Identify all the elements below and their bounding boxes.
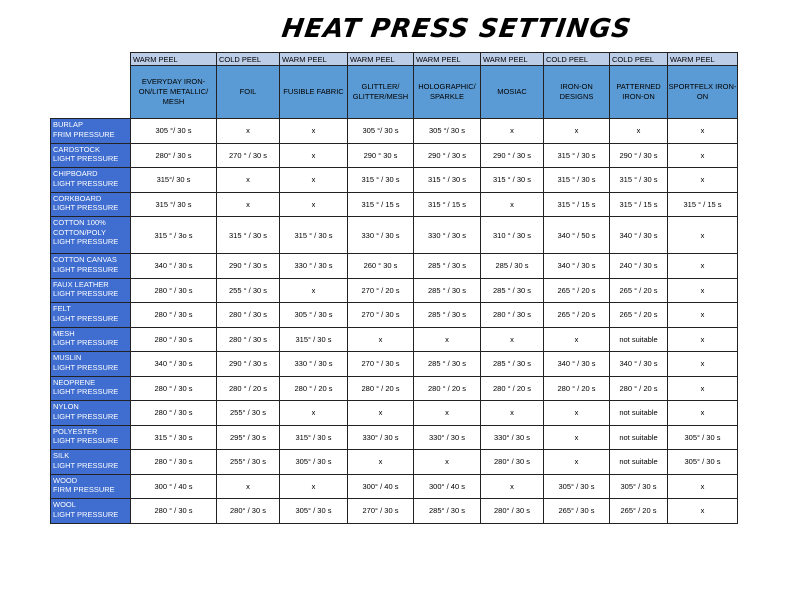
- setting-cell: 330 ° / 30 s: [348, 217, 414, 254]
- setting-cell: x: [217, 168, 280, 193]
- corner-blank: [51, 53, 131, 66]
- table-row: [51, 327, 738, 352]
- table-row: [51, 278, 738, 303]
- iron-on-type-header: FOIL: [217, 66, 280, 119]
- peel-type-header: COLD PEEL: [217, 53, 280, 66]
- setting-cell: 285 ° / 30 s: [414, 352, 481, 377]
- material-label: MESH: [53, 328, 75, 338]
- peel-type-header: COLD PEEL: [610, 53, 668, 66]
- setting-cell: x: [280, 474, 348, 499]
- setting-cell: 255° / 30 s: [217, 401, 280, 426]
- setting-cell: 290 ° / 30 s: [414, 143, 481, 168]
- setting-cell: 340 ° / 30 s: [610, 217, 668, 254]
- material-label: POLYESTER: [53, 426, 98, 436]
- setting-cell: 280 ° / 30 s: [131, 278, 217, 303]
- table-row: [51, 352, 738, 377]
- material-row-header: [51, 143, 131, 168]
- material-row-header: [51, 168, 131, 193]
- setting-cell: x: [348, 327, 414, 352]
- material-row-header: [51, 376, 131, 401]
- pressure-label: LIGHT PRESSURE: [53, 178, 119, 188]
- iron-on-type-header: IRON-ON DESIGNS: [544, 66, 610, 119]
- setting-cell: 315° / 30 s: [280, 327, 348, 352]
- setting-cell: 315 ° / 30 s: [131, 425, 217, 450]
- setting-cell: x: [668, 168, 738, 193]
- setting-cell: 315°/ 30 s: [131, 168, 217, 193]
- material-label: CHIPBOARD: [53, 169, 98, 178]
- setting-cell: 315 ° / 3o s: [131, 217, 217, 254]
- table-row: [51, 499, 738, 524]
- setting-cell: x: [544, 327, 610, 352]
- table-row: [51, 143, 738, 168]
- material-row-header: [51, 254, 131, 279]
- setting-cell: x: [668, 143, 738, 168]
- setting-cell: x: [280, 119, 348, 144]
- material-row-header: [51, 278, 131, 303]
- setting-cell: 315 ° / 15 s: [668, 192, 738, 217]
- setting-cell: 340 ° / 50 s: [544, 217, 610, 254]
- peel-header-row: [51, 53, 738, 66]
- material-label: WOOL: [53, 500, 76, 509]
- setting-cell: 315 ° / 15 s: [544, 192, 610, 217]
- table-row: [51, 217, 738, 254]
- setting-cell: x: [280, 143, 348, 168]
- setting-cell: x: [280, 168, 348, 193]
- setting-cell: 300° / 40 s: [414, 474, 481, 499]
- material-label: NEOPRENE: [53, 377, 96, 387]
- iron-on-type-header: MOSIAC: [481, 66, 544, 119]
- material-row-header: [51, 425, 131, 450]
- material-row-header: [51, 303, 131, 328]
- setting-cell: 340 ° / 30 s: [131, 254, 217, 279]
- setting-cell: 330 ° / 30 s: [414, 217, 481, 254]
- setting-cell: 280 ° / 20 s: [544, 376, 610, 401]
- setting-cell: 315 ° / 30 s: [348, 168, 414, 193]
- setting-cell: 340 ° / 30 s: [544, 352, 610, 377]
- setting-cell: 265 ° / 20 s: [544, 303, 610, 328]
- peel-type-header: WARM PEEL: [280, 53, 348, 66]
- setting-cell: 305° / 30 s: [610, 474, 668, 499]
- setting-cell: x: [348, 401, 414, 426]
- table-row: [51, 119, 738, 144]
- setting-cell: x: [668, 352, 738, 377]
- setting-cell: 290 ° / 30 s: [217, 254, 280, 279]
- setting-cell: x: [348, 450, 414, 475]
- pressure-label: LIGHT PRESSURE: [53, 436, 119, 445]
- setting-cell: 305 °/ 30 s: [131, 119, 217, 144]
- setting-cell: 305° / 30 s: [280, 450, 348, 475]
- setting-cell: 280 ° / 30 s: [131, 401, 217, 426]
- table-row: [51, 376, 738, 401]
- iron-on-type-header: GLITTLER/ GLITTER/MESH: [348, 66, 414, 119]
- setting-cell: 330 ° / 30 s: [280, 254, 348, 279]
- setting-cell: 330 ° / 30 s: [280, 352, 348, 377]
- peel-type-header: WARM PEEL: [348, 53, 414, 66]
- setting-cell: x: [414, 450, 481, 475]
- setting-cell: x: [217, 192, 280, 217]
- setting-cell: x: [280, 192, 348, 217]
- setting-cell: 305 °/ 30 s: [414, 119, 481, 144]
- setting-cell: 290 ° / 30 s: [610, 143, 668, 168]
- setting-cell: 260 ° 30 s: [348, 254, 414, 279]
- material-label: COTTON 100%: [53, 218, 106, 227]
- setting-cell: x: [414, 327, 481, 352]
- peel-type-header: WARM PEEL: [481, 53, 544, 66]
- setting-cell: x: [668, 217, 738, 254]
- setting-cell: 280 ° / 30 s: [481, 303, 544, 328]
- setting-cell: x: [481, 474, 544, 499]
- setting-cell: not suitable: [610, 327, 668, 352]
- setting-cell: 240 ° / 30 s: [610, 254, 668, 279]
- pressure-label: LIGHT PRESSURE: [53, 313, 119, 323]
- iron-on-type-header: FUSIBLE FABRIC: [280, 66, 348, 119]
- setting-cell: x: [481, 192, 544, 217]
- peel-type-header: WARM PEEL: [414, 53, 481, 66]
- setting-cell: 290 ° 30 s: [348, 143, 414, 168]
- table-body: [51, 119, 738, 524]
- pressure-label: LIGHT PRESSURE: [53, 338, 119, 347]
- setting-cell: 265° / 30 s: [544, 499, 610, 524]
- setting-cell: 300° / 40 s: [348, 474, 414, 499]
- setting-cell: x: [217, 474, 280, 499]
- setting-cell: not suitable: [610, 401, 668, 426]
- pressure-label: FRIM PRESSURE: [53, 129, 115, 139]
- corner-blank: [51, 66, 131, 119]
- setting-cell: x: [544, 401, 610, 426]
- table-row: [51, 168, 738, 193]
- setting-cell: x: [668, 376, 738, 401]
- page-title: HEAT PRESS SETTINGS: [279, 14, 634, 44]
- setting-cell: x: [481, 119, 544, 144]
- material-label: MUSLIN: [53, 353, 82, 362]
- setting-cell: 310 ° / 30 s: [481, 217, 544, 254]
- heat-press-table: [50, 52, 738, 524]
- setting-cell: 285 ° / 30 s: [481, 352, 544, 377]
- peel-type-header: WARM PEEL: [668, 53, 738, 66]
- setting-cell: 330° / 30 s: [481, 425, 544, 450]
- setting-cell: x: [280, 401, 348, 426]
- setting-cell: 300 ° / 40 s: [131, 474, 217, 499]
- setting-cell: 305° / 30 s: [544, 474, 610, 499]
- setting-cell: 305° / 30 s: [668, 450, 738, 475]
- setting-cell: 280 ° / 30 s: [217, 303, 280, 328]
- iron-on-type-header: HOLOGRAPHIC/ SPARKLE: [414, 66, 481, 119]
- table-row: [51, 474, 738, 499]
- material-label: CORKBOARD: [53, 193, 102, 203]
- setting-cell: x: [481, 401, 544, 426]
- setting-cell: 315 ° / 15 s: [414, 192, 481, 217]
- setting-cell: 340 ° / 30 s: [131, 352, 217, 377]
- setting-cell: 280 ° / 20 s: [481, 376, 544, 401]
- setting-cell: 270 ° / 30 s: [348, 303, 414, 328]
- setting-cell: 315 ° / 15 s: [348, 192, 414, 217]
- setting-cell: 255 ° / 30 s: [217, 278, 280, 303]
- setting-cell: 285 ° / 30 s: [414, 278, 481, 303]
- setting-cell: x: [217, 119, 280, 144]
- setting-cell: 340 ° / 30 s: [610, 352, 668, 377]
- setting-cell: 305° / 30 s: [668, 425, 738, 450]
- pressure-label: LIGHT PRESSURE: [53, 411, 119, 421]
- setting-cell: 280 ° / 30 s: [131, 450, 217, 475]
- setting-cell: 285 ° / 30 s: [414, 303, 481, 328]
- setting-cell: x: [668, 499, 738, 524]
- pressure-label: FIRM PRESSURE: [53, 485, 115, 494]
- setting-cell: 280 ° / 20 s: [217, 376, 280, 401]
- setting-cell: not suitable: [610, 450, 668, 475]
- material-label: FELT: [53, 304, 71, 313]
- peel-type-header: COLD PEEL: [544, 53, 610, 66]
- setting-cell: x: [668, 254, 738, 279]
- setting-cell: 280 ° / 30 s: [217, 327, 280, 352]
- setting-cell: 280 ° / 30 s: [131, 376, 217, 401]
- setting-cell: 315 ° / 30 s: [280, 217, 348, 254]
- setting-cell: 315 ° / 30 s: [610, 168, 668, 193]
- material-label: NYLON: [53, 402, 79, 411]
- setting-cell: 305 ° / 30 s: [280, 303, 348, 328]
- setting-cell: 280° / 30 s: [217, 499, 280, 524]
- setting-cell: 280 ° / 30 s: [131, 303, 217, 328]
- setting-cell: 265 ° / 20 s: [544, 278, 610, 303]
- material-label: FAUX LEATHER: [53, 279, 109, 289]
- setting-cell: 290 ° / 30 s: [481, 143, 544, 168]
- setting-cell: 270 ° / 30 s: [348, 352, 414, 377]
- table-row: [51, 450, 738, 475]
- setting-cell: 270° / 30 s: [348, 499, 414, 524]
- setting-cell: 315 ° / 30 s: [414, 168, 481, 193]
- material-row-header: [51, 474, 131, 499]
- setting-cell: x: [668, 119, 738, 144]
- material-label: COTTON/POLY: [53, 227, 107, 237]
- table-row: [51, 254, 738, 279]
- material-label: CARDSTOCK: [53, 144, 100, 154]
- setting-cell: x: [610, 119, 668, 144]
- setting-cell: 315 ° / 30 s: [544, 143, 610, 168]
- setting-cell: 270 ° / 30 s: [217, 143, 280, 168]
- material-row-header: [51, 352, 131, 377]
- material-row-header: [51, 450, 131, 475]
- pressure-label: LIGHT PRESSURE: [53, 460, 119, 470]
- setting-cell: x: [544, 450, 610, 475]
- material-row-header: [51, 217, 131, 254]
- material-header-row: [51, 66, 738, 119]
- setting-cell: 315 ° / 15 s: [610, 192, 668, 217]
- pressure-label: LIGHT PRESSURE: [53, 289, 119, 298]
- table-row: [51, 401, 738, 426]
- setting-cell: 285 / 30 s: [481, 254, 544, 279]
- setting-cell: 255° / 30 s: [217, 450, 280, 475]
- setting-cell: x: [544, 119, 610, 144]
- setting-cell: x: [481, 327, 544, 352]
- iron-on-type-header: PATTERNED IRON-ON: [610, 66, 668, 119]
- setting-cell: 330° / 30 s: [348, 425, 414, 450]
- setting-cell: 315 ° / 30 s: [481, 168, 544, 193]
- setting-cell: 315 ° / 30 s: [217, 217, 280, 254]
- setting-cell: 305 °/ 30 s: [348, 119, 414, 144]
- setting-cell: 280 ° / 30 s: [131, 499, 217, 524]
- setting-cell: 280 ° / 30 s: [131, 327, 217, 352]
- table-row: [51, 192, 738, 217]
- pressure-label: LIGHT PRESSURE: [53, 509, 119, 519]
- pressure-label: LIGHT PRESSURE: [53, 203, 119, 212]
- setting-cell: 285 ° / 30 s: [414, 254, 481, 279]
- pressure-label: LIGHT PRESSURE: [53, 154, 119, 163]
- setting-cell: 280° / 30 s: [481, 499, 544, 524]
- setting-cell: 290 ° / 30 s: [217, 352, 280, 377]
- setting-cell: x: [414, 401, 481, 426]
- setting-cell: 265° / 20 s: [610, 499, 668, 524]
- pressure-label: LIGHT PRESSURE: [53, 264, 119, 274]
- material-label: SILK: [53, 451, 70, 460]
- setting-cell: 315 °/ 30 s: [131, 192, 217, 217]
- setting-cell: 285° / 30 s: [414, 499, 481, 524]
- setting-cell: 285 ° / 30 s: [481, 278, 544, 303]
- setting-cell: x: [668, 474, 738, 499]
- setting-cell: x: [668, 278, 738, 303]
- setting-cell: 280° / 30 s: [131, 143, 217, 168]
- pressure-label: LIGHT PRESSURE: [53, 237, 119, 246]
- setting-cell: x: [668, 303, 738, 328]
- setting-cell: 280 ° / 20 s: [610, 376, 668, 401]
- setting-cell: 305° / 30 s: [280, 499, 348, 524]
- setting-cell: x: [668, 401, 738, 426]
- material-row-header: [51, 401, 131, 426]
- setting-cell: x: [544, 425, 610, 450]
- material-row-header: [51, 192, 131, 217]
- setting-cell: not suitable: [610, 425, 668, 450]
- setting-cell: 315° / 30 s: [280, 425, 348, 450]
- pressure-label: LIGHT PRESSURE: [53, 387, 119, 396]
- material-row-header: [51, 119, 131, 144]
- material-row-header: [51, 327, 131, 352]
- peel-type-header: WARM PEEL: [131, 53, 217, 66]
- setting-cell: 340 ° / 30 s: [544, 254, 610, 279]
- setting-cell: x: [668, 327, 738, 352]
- setting-cell: 295° / 30 s: [217, 425, 280, 450]
- table-row: [51, 425, 738, 450]
- setting-cell: 280 ° / 20 s: [414, 376, 481, 401]
- setting-cell: 330° / 30 s: [414, 425, 481, 450]
- material-row-header: [51, 499, 131, 524]
- setting-cell: 265 ° / 20 s: [610, 278, 668, 303]
- iron-on-type-header: SPORTFELX IRON-ON: [668, 66, 738, 119]
- setting-cell: x: [280, 278, 348, 303]
- iron-on-type-header: EVERYDAY IRON-ON/LITE METALLIC/ MESH: [131, 66, 217, 119]
- setting-cell: 265 ° / 20 s: [610, 303, 668, 328]
- setting-cell: 280 ° / 20 s: [280, 376, 348, 401]
- setting-cell: 270 ° / 20 s: [348, 278, 414, 303]
- pressure-label: LIGHT PRESSURE: [53, 362, 119, 372]
- setting-cell: 315 ° / 30 s: [544, 168, 610, 193]
- material-label: COTTON CANVAS: [53, 255, 117, 264]
- material-label: BURLAP: [53, 120, 84, 129]
- setting-cell: 280 ° / 20 s: [348, 376, 414, 401]
- table-row: [51, 303, 738, 328]
- material-label: WOOD: [53, 475, 78, 485]
- setting-cell: 280° / 30 s: [481, 450, 544, 475]
